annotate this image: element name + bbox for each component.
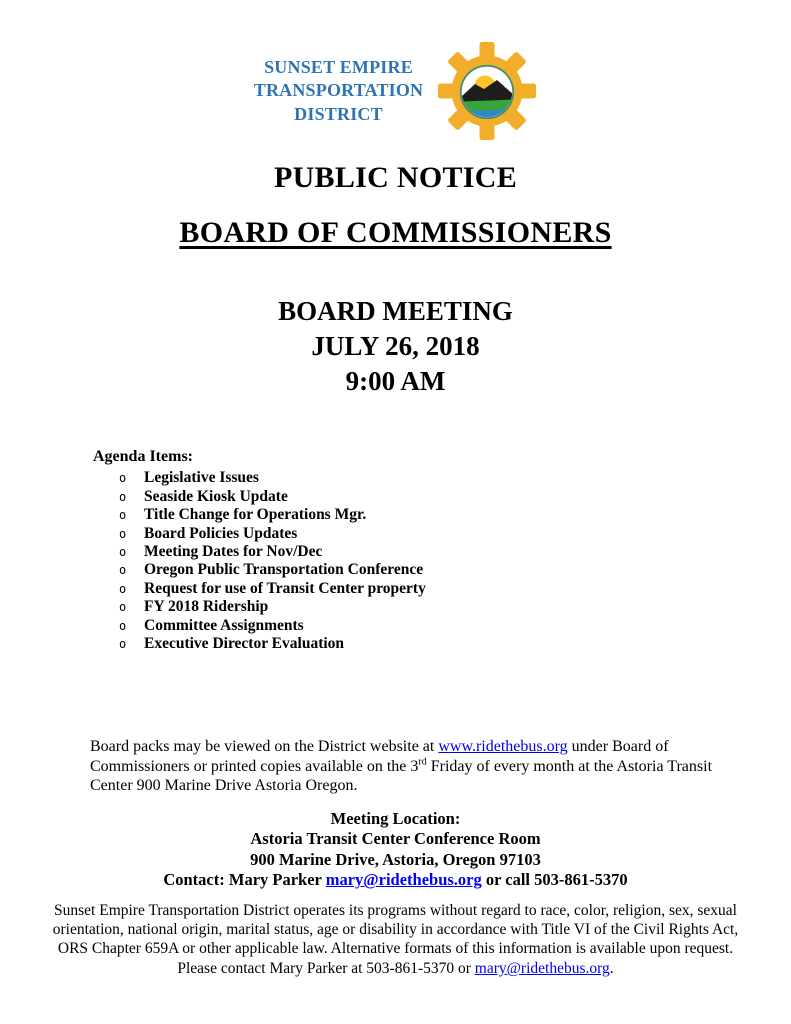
contact-text-after-link: or call 503-861-5370 [481,870,628,890]
bullet-icon: o [119,471,127,486]
board-packs-text-after-link: under Board of Commissioners or printed copies available on the 3 [90,738,669,775]
board-packs-paragraph [90,737,753,796]
agenda-item-label: Committee Assignments [144,616,304,634]
agenda-item-label: Oregon Public Transportation Conference [144,561,424,579]
bullet-icon: o [119,600,127,615]
public-notice-heading: PUBLIC NOTICE [273,161,518,194]
mary-email-link[interactable]: mary@ridethebus.org [325,870,482,890]
agenda-list [93,469,731,653]
agenda-item [93,543,731,561]
meeting-time: 9:00 AM [345,366,446,397]
agenda-item-label: Title Change for Operations Mgr. [144,506,367,524]
district-name-line-2: TRANSPORTATION [253,80,424,101]
ordinal-suffix: rd [418,756,427,768]
agenda-section [93,447,731,653]
meeting-contact-line [0,870,791,891]
district-name-line-3: DISTRICT [294,103,383,124]
meeting-title: BOARD MEETING [278,296,513,326]
meeting-header [0,294,791,399]
agenda-item [93,598,731,616]
agenda-item-label: Executive Director Evaluation [144,634,345,652]
nondiscrimination-notice [0,901,791,978]
bullet-icon: o [119,526,127,541]
ridethebus-website-link[interactable]: www.ridethebus.org [438,738,568,756]
meeting-location-section [0,809,791,891]
agenda-item [93,488,731,506]
agenda-item [93,469,731,487]
agenda-title: Agenda Items: [93,448,193,466]
district-name-line-1: SUNSET EMPIRE [264,57,413,78]
footer-text-after-link: . [609,959,614,977]
agenda-item-label: Board Policies Updates [144,524,298,542]
bullet-icon: o [119,563,127,578]
bullet-icon: o [119,581,127,596]
agenda-item [93,580,731,598]
bullet-icon: o [119,618,127,633]
agenda-item-label: FY 2018 Ridership [144,598,269,616]
bullet-icon: o [119,508,127,523]
agenda-item-label: Seaside Kiosk Update [144,487,288,505]
bullet-icon: o [119,636,127,651]
meeting-location-address: 900 Marine Drive, Astoria, Oregon 97103 [250,849,541,869]
meeting-location-title: Meeting Location: [330,808,461,828]
agenda-item [93,506,731,524]
footer-mary-email-link[interactable]: mary@ridethebus.org [474,959,610,977]
agenda-item [93,561,731,579]
agenda-item [93,617,731,635]
board-packs-text-before-link: Board packs may be viewed on the District website at [90,738,439,756]
agenda-item-label: Request for use of Transit Center property [144,579,426,597]
board-packs-text-after-ordinal: Friday of every month at the Astoria Transit Center 900 Marine Drive Astoria Oregon. [90,757,713,795]
agenda-item [93,525,731,543]
gear-landscape-logo-icon [437,41,537,141]
agenda-item-label: Legislative Issues [144,469,259,487]
footer-text-before-link: Sunset Empire Transportation District operates its programs without regard to race, color, religion, sex, sexual orientation, national origin, marital status, age or disability in accordance with Title VI of the Civil Rights Act, ORS Chapter 659A or other applicable law. Alternative formats of this information is available upon request. Please contact Mary Parker at 503-861-5370 or [52,901,739,977]
district-logo [0,40,791,142]
contact-text-before-link: Contact: Mary Parker [163,870,326,890]
board-of-commissioners-heading: BOARD OF COMMISSIONERS [179,216,612,249]
bullet-icon: o [119,489,127,504]
district-name [254,56,424,125]
agenda-item [93,635,731,653]
agenda-item-label: Meeting Dates for Nov/Dec [144,542,323,560]
meeting-location-venue: Astoria Transit Center Conference Room [250,829,541,849]
meeting-date: JULY 26, 2018 [311,331,480,362]
bullet-icon: o [119,544,127,559]
